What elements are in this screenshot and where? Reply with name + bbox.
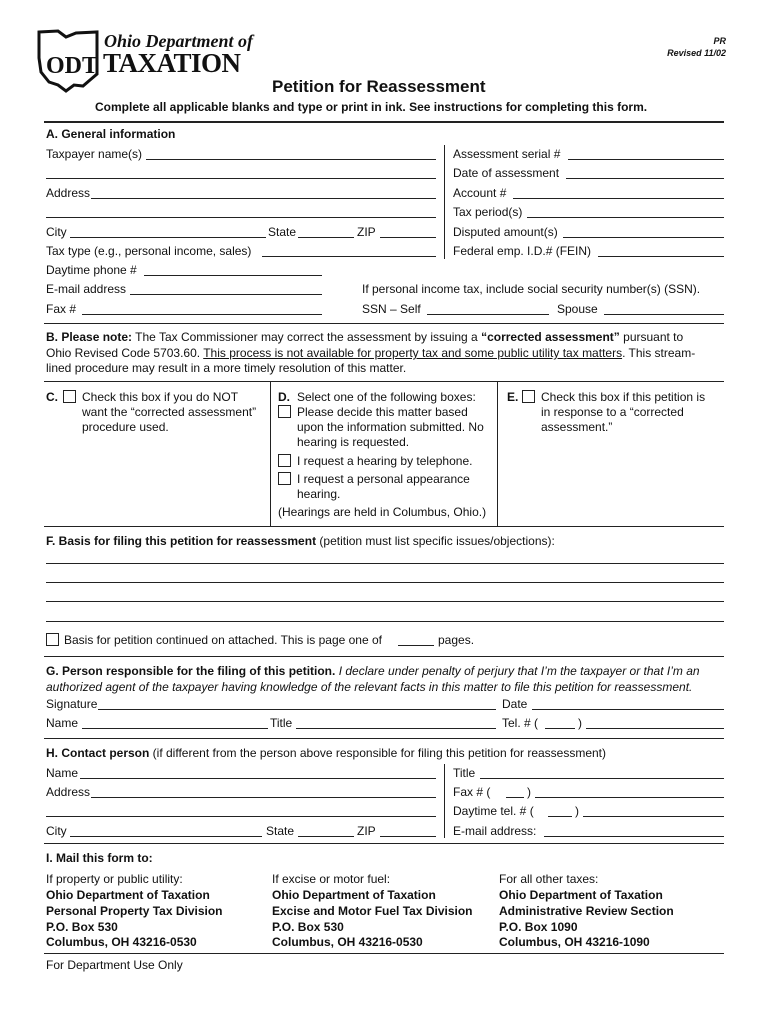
tel-close-paren: )	[578, 716, 582, 730]
fax-field[interactable]	[82, 314, 322, 315]
contact-state-label: State	[266, 824, 295, 838]
mail-col2-line3: P.O. Box 530	[272, 920, 344, 934]
contact-name-label: Name	[46, 766, 79, 780]
revision-date: Revised 11/02	[667, 48, 726, 58]
contact-fax-area-code-field[interactable]	[506, 797, 524, 798]
fax-label: Fax #	[46, 302, 77, 316]
date-field[interactable]	[532, 709, 724, 710]
title-label: Title	[270, 716, 293, 730]
no-hearing-checkbox[interactable]	[278, 405, 291, 418]
address-field-2[interactable]	[46, 217, 436, 218]
section-b-line3: lined procedure may result in a more timely resolution of this matter.	[46, 361, 407, 375]
org-name-line2: TAXATION	[103, 48, 241, 78]
contact-fax-label: Fax # (	[453, 785, 491, 799]
divider	[44, 656, 724, 657]
no-hearing-line2: upon the information submitted. No	[297, 420, 484, 434]
ssn-self-field[interactable]	[427, 314, 549, 315]
date-of-assessment-label: Date of assessment	[453, 166, 560, 180]
address-field[interactable]	[91, 198, 436, 199]
form-code: PR	[713, 36, 726, 46]
telephone-hearing-label: I request a hearing by telephone.	[297, 454, 473, 468]
contact-daytime-tel-label: Daytime tel. # (	[453, 804, 534, 818]
section-b-text1: The Tax Commissioner may correct the assessment by issuing a	[132, 330, 482, 344]
section-f-sub: (petition must list specific issues/objections):	[316, 534, 555, 548]
basis-line-2[interactable]	[46, 582, 724, 583]
contact-zip-label: ZIP	[357, 824, 376, 838]
contact-name-field[interactable]	[80, 778, 436, 779]
fein-label: Federal emp. I.D.# (FEIN)	[453, 244, 592, 258]
section-e-line3: assessment.”	[541, 420, 613, 434]
name-label: Name	[46, 716, 79, 730]
tel-label: Tel. # (	[502, 716, 539, 730]
section-d-instruction: Select one of the following boxes:	[297, 390, 476, 404]
assessment-serial-label: Assessment serial #	[453, 147, 561, 161]
section-g-line1	[46, 664, 700, 678]
divider	[44, 323, 724, 324]
state-label: State	[268, 225, 297, 239]
signature-field[interactable]	[98, 709, 496, 710]
basis-line-3[interactable]	[46, 601, 724, 602]
ssn-spouse-label: Spouse	[557, 302, 598, 316]
contact-fax-number-field[interactable]	[535, 797, 724, 798]
basis-continued-label: Basis for petition continued on attached. This is page one of	[64, 633, 382, 647]
signature-label: Signature	[46, 697, 98, 711]
mail-col1-line3: P.O. Box 530	[46, 920, 118, 934]
section-h-heading: H. Contact person	[46, 746, 150, 760]
section-g-declaration-2: authorized agent of the taxpayer having knowledge of the relevant facts in this matter to file this petition for reassessment.	[46, 680, 693, 694]
mail-col3-line2: Administrative Review Section	[499, 904, 674, 918]
mail-col3-line3: P.O. Box 1090	[499, 920, 578, 934]
section-g-heading: G. Person responsible for the filing of this petition.	[46, 664, 336, 678]
zip-field[interactable]	[380, 237, 436, 238]
contact-address-field-2[interactable]	[46, 816, 436, 817]
divider	[44, 953, 724, 954]
city-field[interactable]	[70, 237, 266, 238]
section-h-sub: (if different from the person above responsible for filing this petition for reassessment)	[149, 746, 607, 760]
section-g-declaration-1: I declare under penalty of perjury that I’m the taxpayer or that I’m an	[335, 664, 700, 678]
personal-hearing-line2: hearing.	[297, 487, 341, 501]
disputed-amounts-field[interactable]	[563, 237, 724, 238]
basis-line-4[interactable]	[46, 621, 724, 622]
daytime-phone-field[interactable]	[144, 275, 322, 276]
section-c-line2: want the “corrected assessment”	[82, 405, 257, 419]
tax-type-label: Tax type (e.g., personal income, sales)	[46, 244, 252, 258]
taxpayer-names-field[interactable]	[146, 159, 436, 160]
tel-number-field[interactable]	[586, 728, 724, 729]
contact-address-label: Address	[46, 785, 91, 799]
form-instructions: Complete all applicable blanks and type or print in ink. See instructions for completing this form.	[95, 100, 648, 114]
section-f-heading-line	[46, 534, 555, 548]
contact-title-label: Title	[453, 766, 476, 780]
tax-type-field[interactable]	[262, 256, 436, 257]
contact-city-field[interactable]	[70, 836, 262, 837]
section-d-letter: D.	[278, 390, 290, 404]
divider	[497, 381, 498, 526]
mail-col3-line1: Ohio Department of Taxation	[499, 888, 663, 902]
contact-tel-close-paren: )	[575, 804, 579, 818]
in-response-checkbox[interactable]	[522, 390, 535, 403]
section-b-text2: pursuant to	[619, 330, 684, 344]
mail-col2-line2: Excise and Motor Fuel Tax Division	[272, 904, 473, 918]
taxpayer-names-label: Taxpayer name(s)	[46, 147, 143, 161]
divider	[44, 526, 724, 527]
odt-logo-text: ODT	[46, 53, 99, 79]
contact-email-field[interactable]	[544, 836, 724, 837]
contact-tel-number-field[interactable]	[583, 816, 724, 817]
section-c-line3: procedure used.	[82, 420, 169, 434]
section-c-letter: C.	[46, 390, 58, 404]
contact-address-field[interactable]	[91, 797, 436, 798]
corrected-assessment-term: “corrected assessment”	[481, 330, 620, 344]
disputed-amounts-label: Disputed amount(s)	[453, 225, 558, 239]
personal-hearing-checkbox[interactable]	[278, 472, 291, 485]
contact-fax-close-paren: )	[527, 785, 531, 799]
section-b-line1	[46, 330, 683, 344]
page-count-field[interactable]	[398, 645, 434, 646]
state-field[interactable]	[298, 237, 354, 238]
ohio-outline-logo	[36, 28, 100, 94]
section-b-line2	[46, 346, 695, 360]
mail-col3-line4: Columbus, OH 43216-1090	[499, 935, 650, 949]
account-label: Account #	[453, 186, 507, 200]
divider	[44, 843, 724, 844]
no-hearing-line1: Please decide this matter based	[297, 405, 468, 419]
section-b-text4: . This stream-	[622, 346, 696, 360]
no-corrected-assessment-checkbox[interactable]	[63, 390, 76, 403]
contact-email-label: E-mail address:	[453, 824, 537, 838]
pages-label: pages.	[438, 633, 475, 647]
telephone-hearing-checkbox[interactable]	[278, 454, 291, 467]
section-e-letter: E.	[507, 390, 519, 404]
mail-col1-condition: If property or public utility:	[46, 872, 183, 886]
address-label: Address	[46, 186, 91, 200]
date-label: Date	[502, 697, 528, 711]
city-label: City	[46, 225, 67, 239]
divider	[44, 738, 724, 739]
contact-city-label: City	[46, 824, 67, 838]
contact-state-field[interactable]	[298, 836, 354, 837]
section-i-heading: I. Mail this form to:	[46, 851, 153, 865]
contact-tel-area-code-field[interactable]	[548, 816, 572, 817]
department-use-label: For Department Use Only	[46, 958, 183, 972]
tel-area-code-field[interactable]	[545, 728, 575, 729]
mail-col2-line1: Ohio Department of Taxation	[272, 888, 436, 902]
email-label: E-mail address	[46, 282, 127, 296]
org-name-line1: Ohio Department of	[104, 31, 254, 51]
section-a-heading: A. General information	[46, 127, 176, 141]
section-e-line1: Check this box if this petition is	[541, 390, 706, 404]
mail-col2-line4: Columbus, OH 43216-0530	[272, 935, 423, 949]
mail-col1-line2: Personal Property Tax Division	[46, 904, 223, 918]
daytime-phone-label: Daytime phone #	[46, 263, 137, 277]
date-of-assessment-field[interactable]	[566, 178, 724, 179]
divider	[270, 381, 271, 526]
hearing-location-note: (Hearings are held in Columbus, Ohio.)	[278, 505, 487, 519]
section-e-line2: in response to a “corrected	[541, 405, 684, 419]
ssn-note: If personal income tax, include social security number(s) (SSN).	[362, 282, 701, 296]
divider	[44, 121, 724, 123]
contact-zip-field[interactable]	[380, 836, 436, 837]
section-b-exclusion: This process is not available for property tax and some public utility tax matters	[203, 346, 623, 360]
mail-col3-condition: For all other taxes:	[499, 872, 599, 886]
ssn-spouse-field[interactable]	[604, 314, 724, 315]
title-field[interactable]	[296, 728, 496, 729]
section-c-line1: Check this box if you do NOT	[82, 390, 239, 404]
account-field[interactable]	[513, 198, 724, 199]
section-b-text3: Ohio Revised Code 5703.60.	[46, 346, 204, 360]
assessment-serial-field[interactable]	[568, 159, 724, 160]
no-hearing-line3: hearing is requested.	[297, 435, 410, 449]
basis-line-1[interactable]	[46, 563, 724, 564]
zip-label: ZIP	[357, 225, 376, 239]
form-title: Petition for Reassessment	[272, 77, 486, 96]
name-field[interactable]	[82, 728, 268, 729]
tax-periods-label: Tax period(s)	[453, 205, 523, 219]
section-h-heading-line	[46, 746, 606, 760]
divider	[444, 145, 445, 259]
mail-col2-condition: If excise or motor fuel:	[272, 872, 391, 886]
section-f-heading: F. Basis for filing this petition for reassessment	[46, 534, 317, 548]
personal-hearing-line1: I request a personal appearance	[297, 472, 470, 486]
taxpayer-names-field-2[interactable]	[46, 178, 436, 179]
basis-continued-checkbox[interactable]	[46, 633, 59, 646]
divider	[44, 381, 724, 382]
contact-title-field[interactable]	[480, 778, 724, 779]
tax-periods-field[interactable]	[527, 217, 724, 218]
ssn-self-label: SSN – Self	[362, 302, 421, 316]
mail-col1-line4: Columbus, OH 43216-0530	[46, 935, 197, 949]
mail-col1-line1: Ohio Department of Taxation	[46, 888, 210, 902]
divider	[444, 764, 445, 838]
section-b-lead: B. Please note:	[46, 330, 133, 344]
email-field[interactable]	[130, 294, 322, 295]
fein-field[interactable]	[598, 256, 724, 257]
